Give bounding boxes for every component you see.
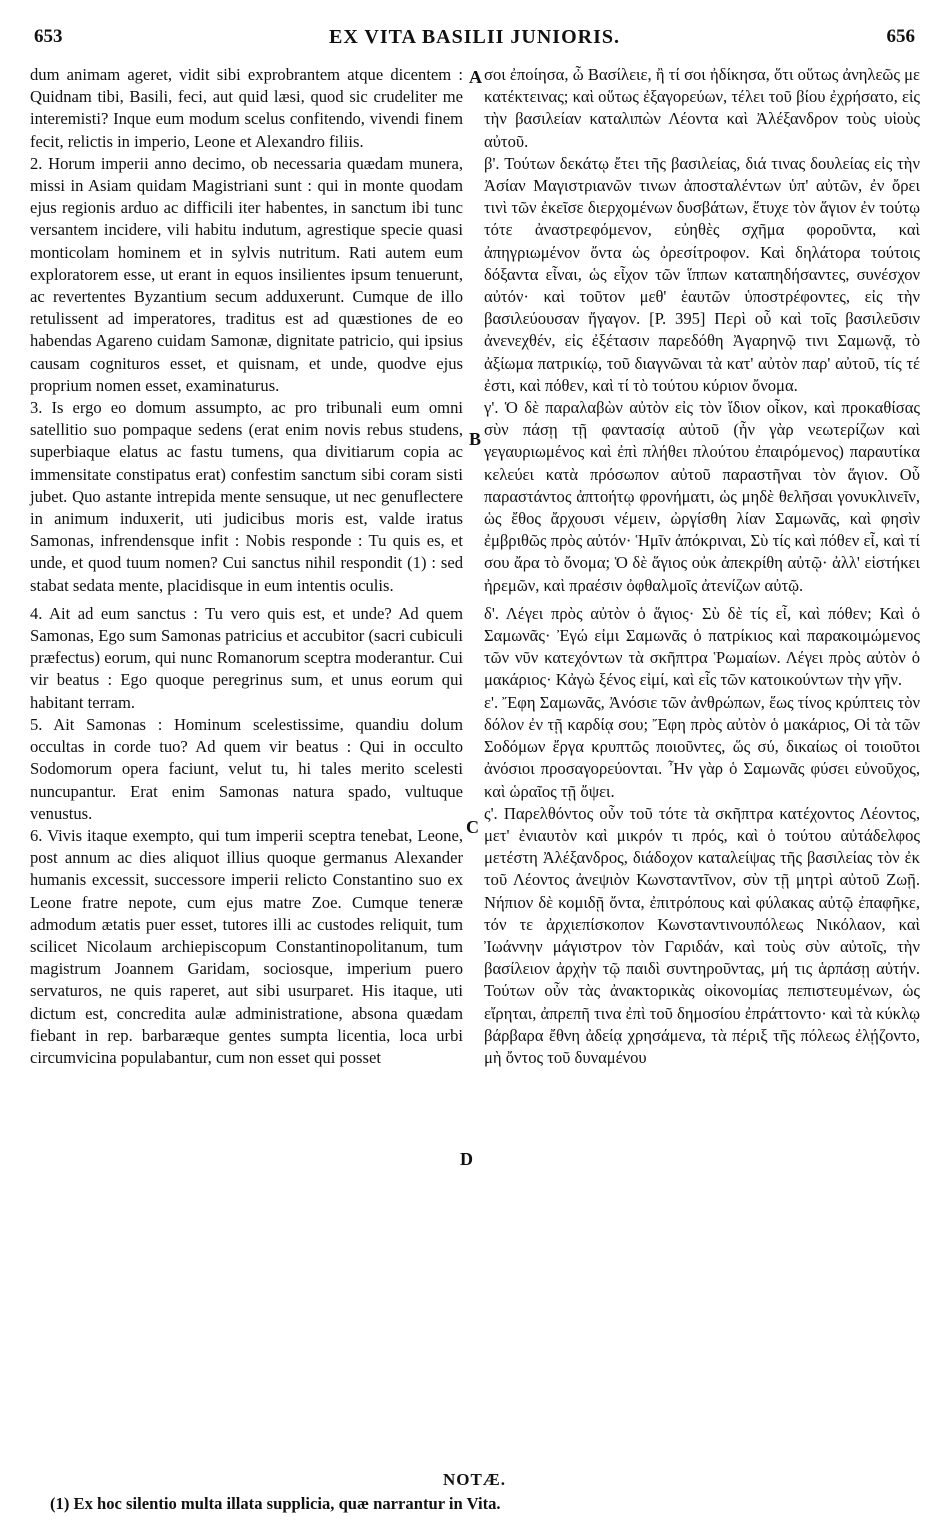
latin-paragraph-5: 5. Ait Samonas : Hominum scelestissime, quandiu dolum occultas in corde tuo? Ad quem vir beatus : Qui in occulto Sodomorum opera faciunt, velut tu, hi tales merito scelesti nuncupantur. Erat enim Samonas natura spado, vultuque venustus. [30,714,463,823]
margin-letter-b: B [469,429,482,449]
notes-heading: NOTÆ. [442,1470,507,1489]
margin-letter-d: D [460,1149,473,1169]
greek-paragraph-2: β'. Τούτων δεκάτῳ ἔτει τῆς βασιλείας, διά τινας δουλείας εἰς τὴν Ἀσίαν Μαγιστριανῶν τινων ἀποσταλέντων ὑπ' αὐτῶν, ἐν ὄρει τινὶ τῶν ἐκεῖσε διερχομένων δυσβάτων, ἔτυχε τὸν ἅγιον ἐν τούτῳ τότε ἀναστρεφόμενον, εὐηθὲς σχῆμα φοροῦντα, καὶ ἀπηγριωμένον ὄντα ὡς ὀρεσίτροφον. Καὶ δηλάτορα τούτοις δόξαντα εἶναι, ὡς εἶχον τῶν ἵππων καταπηδήσαντες, συνέσχον αὐτόν· καὶ τοῦτον μεθ' ἑαυτῶν ὑποστρέφοντες, εἰς τὴν βασιλεύουσαν ἤγαγον. [P. 395] Περὶ οὗ καὶ τοῖς βασιλεῦσιν ἀνενεχθέν, εἰς ἐξέτασιν παρεδόθη Ἀγαρηνῷ τινι Σαμωνᾷ, τὸ ἀξίωμα πατρικίῳ, τοῦ διαγνῶναι τὰ κατ' αὐτὸν παρ' αὐτοῦ, τίς τέ ἐστι, καὶ πόθεν, καὶ τί τὸ τούτου κύριον ὄνομα. [484,153,920,395]
left-page-number: 653 [34,26,63,47]
margin-letter-a: A [469,67,482,87]
greek-paragraph-5: ε'. Ἔφη Σαμωνᾶς, Ἀνόσιε τῶν ἀνθρώπων, ἕως τίνος κρύπτεις τὸν δόλον ἐν τῇ καρδίᾳ σου; Ἔφη πρὸς αὐτὸν ὁ μακάριος, Οἱ τὰ τῶν Σοδόμων ἔργα κρυπτῶς ποιοῦντες, ὥς σύ, δικαίως οἱ τοιοῦτοι ἀνόσιοι προσαγορεύονται. Ἦν γὰρ ὁ Σαμωνᾶς φύσει εὐνοῦχος, καὶ ὡραῖος τῇ ὄψει. [484,692,920,801]
greek-column [484,64,920,1069]
greek-paragraph-4: δ'. Λέγει πρὸς αὐτὸν ὁ ἅγιος· Σὺ δὲ τίς εἶ, καὶ πόθεν; Καὶ ὁ Σαμωνᾶς· Ἐγώ εἰμι Σαμωνᾶς ὁ πατρίκιος καὶ παρακοιμώμενος τῶν νῦν κατεχόντων τὰ σκῆπτρα Ῥωμαίων. Λέγει πρὸς αὐτὸν ὁ μακάριος· Κἀγὼ ξένος εἰμί, καὶ εἷς τῶν κατοικούντων τὴν γῆν. [484,603,920,690]
right-page-number: 656 [886,26,915,47]
latin-paragraph-1: dum animam ageret, vidit sibi exprobrantem atque dicentem : Quidnam tibi, Basili, feci, aut quid læsi, quod sic crudeliter me interemisti? Inque eum modum scelus confitendo, vivendi finem fecit, relictis in imperio, Leone et Alexandro filiis. [30,65,463,151]
running-title: EX VITA BASILII JUNIORIS. [328,26,620,48]
latin-paragraph-4: 4. Ait ad eum sanctus : Tu vero quis est, et unde? Ad quem Samonas, Ego sum Samonas patricius et accubitor (sacri cubiculi præfectus) eorum, qui nunc Romanorum sceptra moderantur. Cui vir beatus : Ego quoque peregrinus sum, et unus eorum qui habitant terram. [30,603,463,712]
margin-letter-c: C [466,817,479,837]
latin-paragraph-6: 6. Vivis itaque exempto, qui tum imperii sceptra tenebat, Leone, post annum ac dies aliquot illius quoque germanus Alexander humanis excessit, successore imperii relicto Constantino suo ex Leone fratre nepote, cum ejus matre Zoe. Cumque teneræ admodum ætatis puer esset, tutores illi ac custodes reliquit, tum scilicet Nicolaum archiepiscopum Constantinopolitanum, tum magistrum Joannem Garidam, sociosque, imperium puero servaturos, ne quis raperet, aut sibi usurparet. His itaque, uti dictum est, concredita aulæ administratione, absona quædam fiebant in rep. barbaræque gentes sumpta licentia, loca urbi circumvicina populabantur, cum non esset qui posset [30,825,463,1067]
greek-paragraph-3: γ'. Ὁ δὲ παραλαβὼν αὐτὸν εἰς τὸν ἴδιον οἶκον, καὶ προκαθίσας σὺν πάσῃ τῇ φαντασίᾳ αὐτοῦ (ἦν γὰρ νεωτερίζων καὶ γεγαυριωμένος καὶ ἐπὶ πλήθει πλούτου ἐπαιρόμενος) παραυτίκα κελεύει κατὰ πρόσωπον αὐτοῦ παραστῆναι τὸν ἅγιον. Οὗ παραστάντος ἀπτοήτῳ φρονήματι, ὡς μηδὲ θελῆσαι γονυκλινεῖν, ὡς ἔθος ἄρχουσι νέμειν, ὠργίσθη λίαν Σαμωνᾶς, καὶ φησὶν ἐμβριθῶς πρὸς αὐτόν· Ἡμῖν ἀπόκριναι, Σὺ τίς καὶ πόθεν εἶ, καὶ τί σου ἄρα τὸ ὄνομα; Ὁ δὲ ἅγιος οὐκ ἀπεκρίθη αὐτῷ· ἀλλ' εἱστήκει ἠρεμῶν, καὶ πραέσιν ὀφθαλμοῖς ἀτενίζων αὐτῷ. [484,398,920,595]
greek-paragraph-6: ς'. Παρελθόντος οὖν τοῦ τότε τὰ σκῆπτρα κατέχοντος Λέοντος, μετ' ἐνιαυτὸν καὶ μικρόν τι πρός, καὶ ὁ τούτου αὐτάδελφος μετέστη Ἀλέξανδρος, διάδοχον καταλείψας τῆς βασιλείας τὸν ἐκ τοῦ Λέοντος ἀνεψιὸν Κωνσταντῖνον, σὺν τῇ μητρὶ αὐτοῦ Ζωῇ. Νήπιον δὲ κομιδῇ ὄντα, ἐπιτρόπους καὶ φύλακας αὐτῷ ἐπαφῆκε, τόν τε ἀρχιεπίσκοπον Κωνσταντινουπόλεως Νικόλαον, καὶ Ἰωάννην μάγιστρον τὸν Γαριδάν, καὶ τοὺς σὺν αὐτοῖς, τὴν βασίλειον ἀρχὴν τῷ παιδὶ συντηροῦντας, μή τις ἁρπάσῃ αὐτήν. Τούτων οὖν τὰς ἀνακτορικὰς οἰκονομίας πεπιστευμένων, ὡς εἴρηται, ἀπρεπῆ τινα ἐπὶ τοῦ δημοσίου ἐπράττοντο· καὶ τὰ κύκλῳ βάρβαρα ἔθνη ἀδείᾳ χρησάμενα, τὰ πέριξ τῆς πόλεως ἐλῄζοντο, μὴ ὄντος τοῦ δυναμένου [484,803,920,1067]
greek-paragraph-1: σοι ἐποίησα, ὦ Βασίλειε, ἢ τί σοι ἠδίκησα, ὅτι οὕτως ἀνηλεῶς με κατέκτεινας; καὶ οὕτως ἐξαγορεύων, τέλει τοῦ βίου ἐχρήσατο, εἰς τὴν βασιλείαν καταλιπὼν Λέοντα καὶ Ἀλέξανδρον τοὺς υἱοὺς αὐτοῦ. [484,65,920,151]
footnote-1: (1) Ex hoc silentio multa illata supplicia, quæ narrantur in Vita. [50,1494,501,1513]
latin-paragraph-3: 3. Is ergo eo domum assumpto, ac pro tribunali eum omni satellitio suo pompaque sedens (erat enim novis rebus studens, superbiaque elatus ac fastu tumens, qua divitiarum copia ac immensitate constipatus erat) confestim sanctum sibi coram sisti jubet. Quo astante intrepida mente sensuque, ut nec genuflectere in animum induxerit, uti judicibus moris est, valde iratus Samonas, infrendensque infit : Nobis responde : Tu quis es, et unde, et quod tuum nomen? Cui sanctus nihil respondit (1) : sed stabat sedata mente, placidisque in eum intentis oculis. [30,398,463,595]
latin-column [30,64,463,1069]
latin-paragraph-2: 2. Horum imperii anno decimo, ob necessaria quædam munera, missi in Asiam quidam Magistriani sunt : qui in monte quodam ejus regionis arduo ac difficili iter habentes, in sanctum ibi tunc versantem incidere, vili habitu indutum, agrestique specie quasi monticolam hominem et in sylvis nutritum. Rati autem eum exploratorem esse, ut erant in equos insilientes ipsum tenuerunt, ac revertentes Byzantium secum adduxerunt. Cumque de illo retulissent ad imperatores, traditus est ad quæstiones de eo habendas Agareno cuidam Samonæ, dignitate patricio, qui ipsius causam cognituros esset, et quisnam, et unde, quodve ejus proprium nomen esset, examinaturus. [30,153,463,395]
